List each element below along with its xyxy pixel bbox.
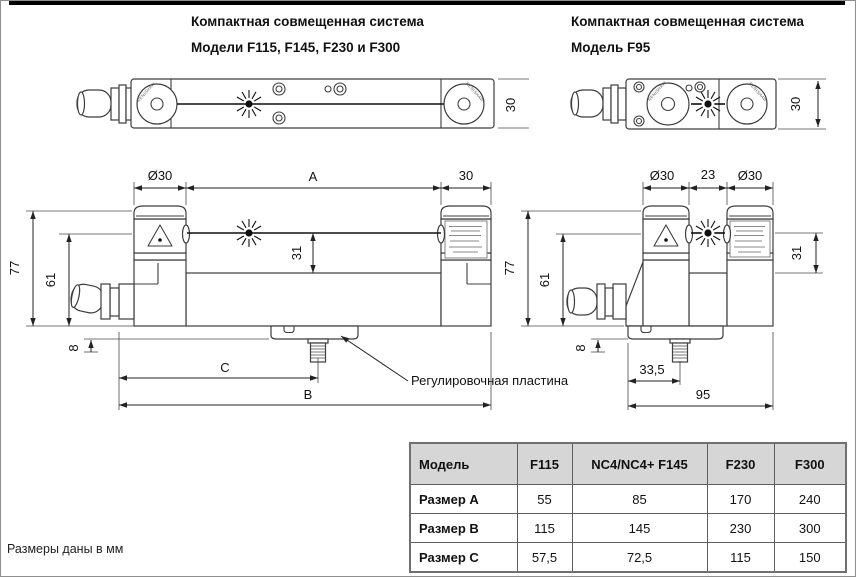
transmitter-tower	[643, 206, 693, 326]
dimension-label: 8	[573, 344, 588, 352]
dimension-label: A	[308, 169, 318, 184]
dim-bolt-offset	[628, 362, 680, 381]
dial-brand-text: RENISHAW	[646, 80, 668, 102]
row-label: Размер A	[410, 485, 517, 514]
transmitter-tower	[134, 206, 190, 326]
table-header-cell: F230	[707, 443, 774, 485]
laser-star-icon	[235, 219, 263, 247]
lens	[438, 225, 445, 243]
lens	[183, 225, 190, 243]
title-right-line1: Компактная совмещенная система	[571, 14, 804, 29]
dimension-label: 8	[66, 344, 81, 352]
dimension-label: 30	[788, 96, 803, 112]
laser-star-icon	[694, 219, 722, 247]
dim-beam-31	[289, 233, 313, 273]
dimension-label: 95	[695, 387, 711, 402]
table-header-cell: F115	[517, 443, 572, 485]
dimension-cell: 230	[707, 514, 774, 543]
dim-plate-8	[573, 339, 628, 352]
dial-brand-text: RENISHAW	[135, 81, 157, 103]
dimension-cell: 150	[774, 543, 846, 573]
dim-total-height-77	[7, 211, 33, 326]
dimension-label: Ø30	[147, 168, 173, 183]
dimension-cell: 300	[774, 514, 846, 543]
dimension-label: 31	[289, 245, 304, 261]
cable	[69, 282, 134, 319]
dimension-label: 31	[789, 245, 804, 261]
dim-c	[119, 360, 318, 378]
dim-body-height-61	[537, 234, 563, 326]
dim-b	[119, 387, 491, 405]
table-header-cell: NC4/NC4+ F145	[572, 443, 707, 485]
dimension-label: B	[303, 387, 313, 402]
dial-brand-text: RENISHAW	[747, 81, 769, 103]
dim-plate-8	[66, 339, 269, 352]
table-header-row	[410, 443, 846, 485]
dimensions-table	[409, 442, 847, 573]
dim-body-height-61	[43, 234, 69, 326]
dim-height-30	[778, 79, 826, 129]
dim-total-height-77	[502, 211, 528, 326]
info-label	[445, 221, 487, 258]
adjustment-plate	[628, 326, 723, 362]
dimension-label: C	[220, 360, 230, 375]
table-header-cell: Модель	[410, 443, 517, 485]
receiver-tower	[438, 206, 492, 326]
dimension-cell: 170	[707, 485, 774, 514]
dimension-label: 77	[7, 260, 22, 276]
dimension-label: 61	[537, 272, 552, 288]
dimension-cell: 72,5	[572, 543, 707, 573]
adjustment-plate	[271, 326, 358, 362]
callout-adjustment-plate	[341, 336, 569, 388]
row-label: Размер C	[410, 543, 517, 573]
dial-brand-text: RENISHAW	[464, 81, 486, 103]
dim-height-30	[498, 79, 529, 128]
dimension-cell: 145	[572, 514, 707, 543]
front-view-left	[7, 168, 569, 410]
dimension-label: 61	[43, 272, 58, 288]
dimension-label: 33,5	[639, 362, 665, 377]
table-header-cell: F300	[774, 443, 846, 485]
lens	[686, 225, 693, 243]
dimension-cell: 240	[774, 485, 846, 514]
table-row	[410, 514, 846, 543]
body-chamfer	[626, 262, 643, 326]
title-left-line2: Модели F115, F145, F230 и F300	[191, 40, 401, 55]
cable	[77, 85, 132, 123]
dim-total-width-95	[628, 387, 773, 406]
dimension-label: Ø30	[649, 168, 675, 183]
dimension-cell: 115	[707, 543, 774, 573]
units-note: Размеры даны в мм	[7, 542, 124, 556]
dimension-label: 77	[502, 260, 517, 276]
dimension-label: Ø30	[737, 168, 763, 183]
title-right-line2: Модель F95	[571, 40, 651, 55]
dimension-cell: 115	[517, 514, 572, 543]
plan-view-left	[77, 79, 529, 128]
dim-beam-31	[775, 233, 823, 273]
table-row	[410, 485, 846, 514]
dimension-label: 30	[503, 97, 518, 113]
dimension-cell: 85	[572, 485, 707, 514]
info-label	[730, 221, 770, 257]
title-left-line1: Компактная совмещенная система	[191, 14, 424, 29]
lens	[724, 225, 731, 243]
table-row	[410, 543, 846, 573]
plan-view-f95	[571, 79, 826, 129]
cable	[571, 85, 626, 123]
callout-label: Регулировочная пластина	[411, 373, 569, 388]
dimension-cell: 55	[517, 485, 572, 514]
cable	[567, 284, 626, 319]
receiver-tower	[724, 206, 774, 326]
dimension-label: 23	[700, 167, 716, 182]
dimension-label: 30	[458, 168, 474, 183]
row-label: Размер B	[410, 514, 517, 543]
dimension-cell: 57,5	[517, 543, 572, 573]
